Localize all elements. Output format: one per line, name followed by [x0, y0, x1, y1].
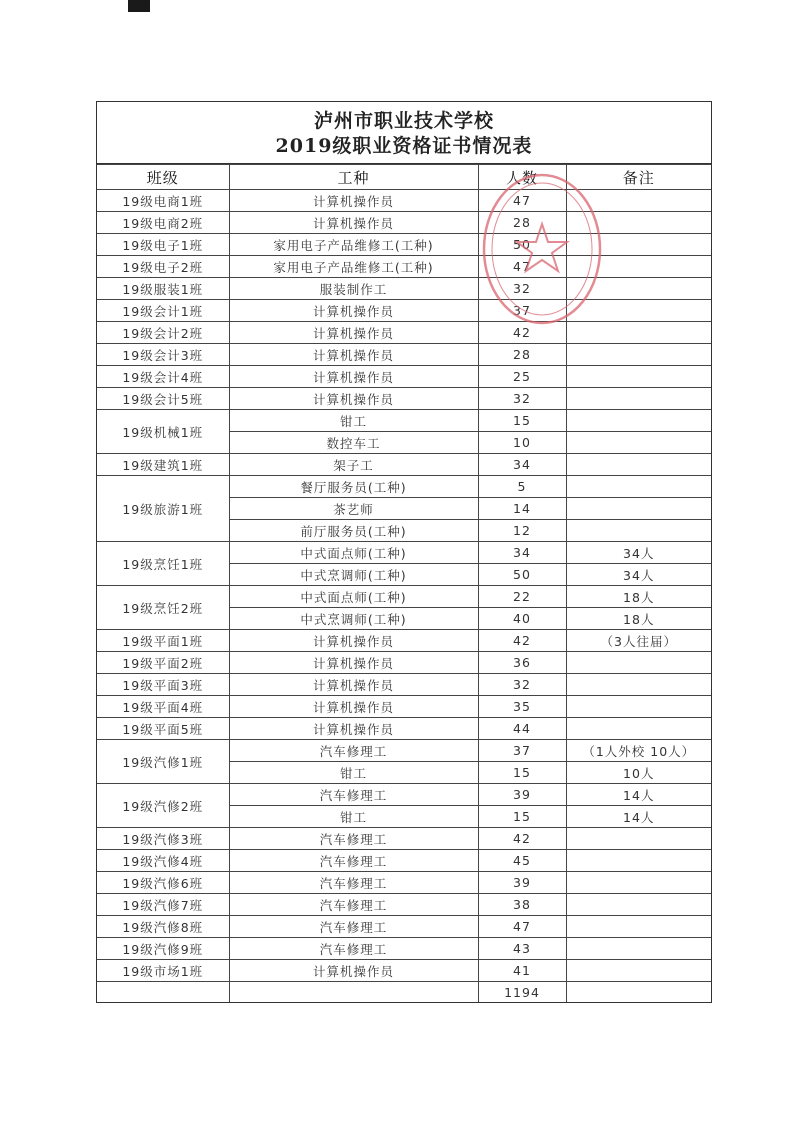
class-cell: 19级平面4班 — [97, 696, 229, 718]
table-row — [97, 344, 711, 366]
note-cell — [566, 916, 711, 938]
class-cell: 19级汽修2班 — [97, 784, 229, 828]
trade-cell: 计算机操作员 — [229, 322, 478, 344]
trade-cell: 汽车修理工 — [229, 938, 478, 960]
class-cell: 19级市场1班 — [97, 960, 229, 982]
table-row — [97, 718, 711, 740]
total-trade-cell — [229, 982, 478, 1003]
note-cell — [566, 894, 711, 916]
note-cell — [566, 674, 711, 696]
count-cell: 14 — [478, 498, 566, 520]
trade-cell: 汽车修理工 — [229, 850, 478, 872]
count-cell: 25 — [478, 366, 566, 388]
count-cell: 15 — [478, 762, 566, 784]
note-cell — [566, 278, 711, 300]
note-cell — [566, 718, 711, 740]
class-cell: 19级电商2班 — [97, 212, 229, 234]
class-cell: 19级电商1班 — [97, 190, 229, 212]
note-cell — [566, 234, 711, 256]
class-cell: 19级平面2班 — [97, 652, 229, 674]
note-cell — [566, 322, 711, 344]
header-row — [97, 165, 711, 190]
count-cell: 37 — [478, 740, 566, 762]
table-row — [97, 938, 711, 960]
class-cell: 19级会计5班 — [97, 388, 229, 410]
total-row — [97, 982, 711, 1003]
class-cell: 19级平面1班 — [97, 630, 229, 652]
trade-cell: 钳工 — [229, 806, 478, 828]
class-cell: 19级机械1班 — [97, 410, 229, 454]
count-cell: 43 — [478, 938, 566, 960]
class-cell: 19级汽修3班 — [97, 828, 229, 850]
trade-cell: 汽车修理工 — [229, 784, 478, 806]
note-cell — [566, 366, 711, 388]
class-cell: 19级烹饪2班 — [97, 586, 229, 630]
count-cell: 47 — [478, 256, 566, 278]
school-name-title: 泸州市职业技术学校 — [313, 110, 494, 132]
class-cell: 19级服装1班 — [97, 278, 229, 300]
trade-cell: 计算机操作员 — [229, 630, 478, 652]
note-cell — [566, 256, 711, 278]
table-row — [97, 894, 711, 916]
table-row — [97, 960, 711, 982]
count-cell: 28 — [478, 344, 566, 366]
note-cell — [566, 696, 711, 718]
trade-cell: 计算机操作员 — [229, 696, 478, 718]
table-row — [97, 388, 711, 410]
table-row — [97, 300, 711, 322]
note-cell — [566, 432, 711, 454]
table-row — [97, 190, 711, 212]
count-cell: 32 — [478, 388, 566, 410]
trade-cell: 服装制作工 — [229, 278, 478, 300]
count-cell: 15 — [478, 410, 566, 432]
table-row — [97, 586, 711, 608]
trade-cell: 计算机操作员 — [229, 674, 478, 696]
class-cell: 19级烹饪1班 — [97, 542, 229, 586]
total-count-cell: 1194 — [478, 982, 566, 1003]
class-cell: 19级汽修4班 — [97, 850, 229, 872]
header-count: 人数 — [478, 165, 566, 190]
note-cell — [566, 344, 711, 366]
table-row — [97, 916, 711, 938]
count-cell: 35 — [478, 696, 566, 718]
class-cell: 19级平面5班 — [97, 718, 229, 740]
table-row — [97, 212, 711, 234]
count-cell: 40 — [478, 608, 566, 630]
note-cell: （1人外校 10人） — [566, 740, 711, 762]
count-cell: 41 — [478, 960, 566, 982]
count-cell: 15 — [478, 806, 566, 828]
count-cell: 38 — [478, 894, 566, 916]
count-cell: 47 — [478, 916, 566, 938]
note-cell — [566, 872, 711, 894]
table-body — [97, 190, 711, 982]
note-cell — [566, 410, 711, 432]
table-row — [97, 410, 711, 432]
class-cell: 19级会计4班 — [97, 366, 229, 388]
count-cell: 5 — [478, 476, 566, 498]
note-cell: 14人 — [566, 784, 711, 806]
table-row — [97, 674, 711, 696]
trade-cell: 汽车修理工 — [229, 828, 478, 850]
note-cell: 18人 — [566, 608, 711, 630]
trade-cell: 家用电子产品维修工(工种) — [229, 234, 478, 256]
class-cell: 19级会计1班 — [97, 300, 229, 322]
trade-cell: 计算机操作员 — [229, 652, 478, 674]
table-row — [97, 850, 711, 872]
class-cell: 19级旅游1班 — [97, 476, 229, 542]
total-class-cell — [97, 982, 229, 1003]
class-cell: 19级汽修7班 — [97, 894, 229, 916]
note-cell: 34人 — [566, 542, 711, 564]
count-cell: 39 — [478, 872, 566, 894]
count-cell: 45 — [478, 850, 566, 872]
note-cell — [566, 850, 711, 872]
count-cell: 42 — [478, 322, 566, 344]
header-note: 备注 — [566, 165, 711, 190]
note-cell — [566, 960, 711, 982]
trade-cell: 前厅服务员(工种) — [229, 520, 478, 542]
count-cell: 34 — [478, 542, 566, 564]
trade-cell: 中式烹调师(工种) — [229, 608, 478, 630]
trade-cell: 计算机操作员 — [229, 718, 478, 740]
count-cell: 32 — [478, 674, 566, 696]
note-cell — [566, 498, 711, 520]
note-cell — [566, 520, 711, 542]
count-cell: 44 — [478, 718, 566, 740]
trade-cell: 钳工 — [229, 762, 478, 784]
count-cell: 12 — [478, 520, 566, 542]
count-cell: 47 — [478, 190, 566, 212]
count-cell: 42 — [478, 630, 566, 652]
note-cell — [566, 454, 711, 476]
count-cell: 39 — [478, 784, 566, 806]
trade-cell: 计算机操作员 — [229, 366, 478, 388]
class-cell: 19级平面3班 — [97, 674, 229, 696]
trade-cell: 汽车修理工 — [229, 740, 478, 762]
trade-cell: 计算机操作员 — [229, 190, 478, 212]
count-cell: 10 — [478, 432, 566, 454]
table-row — [97, 234, 711, 256]
note-cell — [566, 476, 711, 498]
header-trade: 工种 — [229, 165, 478, 190]
trade-cell: 汽车修理工 — [229, 872, 478, 894]
class-cell: 19级汽修8班 — [97, 916, 229, 938]
note-cell — [566, 212, 711, 234]
count-cell: 50 — [478, 564, 566, 586]
note-cell: 14人 — [566, 806, 711, 828]
table-row — [97, 872, 711, 894]
class-cell: 19级汽修6班 — [97, 872, 229, 894]
count-cell: 34 — [478, 454, 566, 476]
trade-cell: 计算机操作员 — [229, 212, 478, 234]
class-cell: 19级汽修9班 — [97, 938, 229, 960]
trade-cell: 计算机操作员 — [229, 300, 478, 322]
table-row — [97, 542, 711, 564]
note-cell — [566, 388, 711, 410]
note-cell — [566, 190, 711, 212]
table-title-block — [97, 102, 711, 164]
trade-cell: 中式烹调师(工种) — [229, 564, 478, 586]
trade-cell: 中式面点师(工种) — [229, 542, 478, 564]
count-cell: 50 — [478, 234, 566, 256]
trade-cell: 数控车工 — [229, 432, 478, 454]
trade-cell: 餐厅服务员(工种) — [229, 476, 478, 498]
trade-cell: 家用电子产品维修工(工种) — [229, 256, 478, 278]
table-row — [97, 652, 711, 674]
table-row — [97, 322, 711, 344]
class-cell: 19级会计2班 — [97, 322, 229, 344]
class-cell: 19级电子1班 — [97, 234, 229, 256]
trade-cell: 汽车修理工 — [229, 916, 478, 938]
table-row — [97, 476, 711, 498]
trade-cell: 中式面点师(工种) — [229, 586, 478, 608]
note-cell: 34人 — [566, 564, 711, 586]
class-cell: 19级会计3班 — [97, 344, 229, 366]
class-cell: 19级电子2班 — [97, 256, 229, 278]
table-row — [97, 740, 711, 762]
total-note-cell — [566, 982, 711, 1003]
table-row — [97, 784, 711, 806]
note-cell — [566, 652, 711, 674]
table-row — [97, 278, 711, 300]
certificate-table-sheet — [96, 101, 712, 1003]
table-row — [97, 256, 711, 278]
header-class: 班级 — [97, 165, 229, 190]
note-cell: 10人 — [566, 762, 711, 784]
table-row — [97, 696, 711, 718]
class-cell: 19级建筑1班 — [97, 454, 229, 476]
table-row — [97, 366, 711, 388]
scan-artifact — [128, 0, 150, 12]
count-cell: 42 — [478, 828, 566, 850]
note-cell: 18人 — [566, 586, 711, 608]
table-row — [97, 828, 711, 850]
class-cell: 19级汽修1班 — [97, 740, 229, 784]
table-row — [97, 454, 711, 476]
count-cell: 22 — [478, 586, 566, 608]
table-row — [97, 630, 711, 652]
count-cell: 28 — [478, 212, 566, 234]
note-cell — [566, 828, 711, 850]
table-title: 2019级职业资格证书情况表 — [275, 135, 533, 157]
count-cell: 37 — [478, 300, 566, 322]
trade-cell: 汽车修理工 — [229, 894, 478, 916]
trade-cell: 钳工 — [229, 410, 478, 432]
trade-cell: 计算机操作员 — [229, 960, 478, 982]
trade-cell: 计算机操作员 — [229, 388, 478, 410]
certificate-table — [97, 164, 711, 1002]
note-cell — [566, 938, 711, 960]
count-cell: 36 — [478, 652, 566, 674]
note-cell — [566, 300, 711, 322]
trade-cell: 计算机操作员 — [229, 344, 478, 366]
count-cell: 32 — [478, 278, 566, 300]
trade-cell: 架子工 — [229, 454, 478, 476]
note-cell: （3人往届） — [566, 630, 711, 652]
trade-cell: 茶艺师 — [229, 498, 478, 520]
